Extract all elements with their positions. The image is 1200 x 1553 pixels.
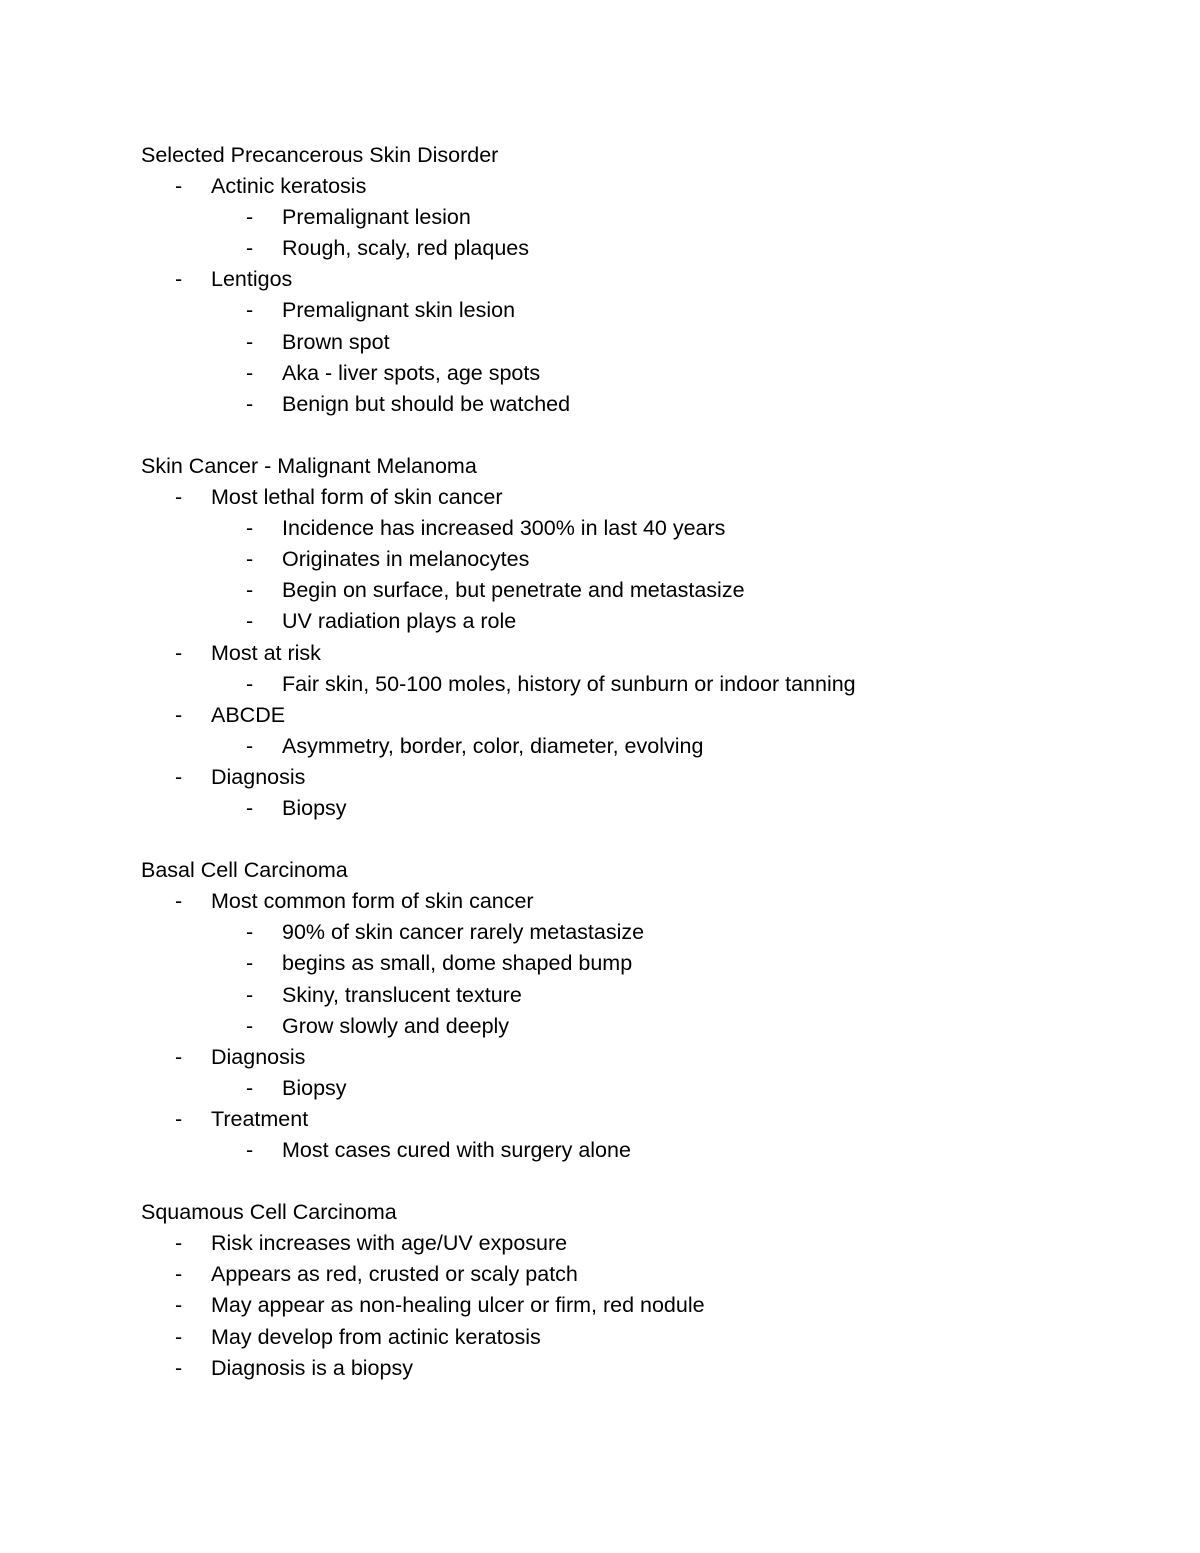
- list-item-text: Treatment: [211, 1106, 309, 1131]
- sub-list-item: [141, 1073, 1101, 1104]
- sub-list-item: [141, 358, 1101, 389]
- bullet-dash: -: [246, 516, 254, 541]
- list-item: [141, 1259, 1101, 1290]
- list-item: [141, 1104, 1101, 1135]
- bullet-dash: -: [175, 889, 183, 914]
- sub-item-text: Biopsy: [282, 795, 347, 820]
- bullet-dash: -: [246, 578, 254, 603]
- bullet-dash: -: [246, 982, 254, 1007]
- sub-list-item: [141, 669, 1101, 700]
- sub-item-text: 90% of skin cancer rarely metastasize: [282, 920, 645, 945]
- section-heading: Basal Cell Carcinoma: [141, 858, 348, 883]
- bullet-dash: -: [175, 267, 183, 292]
- sub-item-text: Benign but should be watched: [282, 391, 571, 416]
- bullet-dash: -: [175, 1106, 183, 1131]
- sub-list-item: [141, 1135, 1101, 1166]
- sub-item-text: Biopsy: [282, 1075, 347, 1100]
- bullet-dash: -: [175, 1324, 183, 1349]
- bullet-dash: -: [246, 298, 254, 323]
- bullet-dash: -: [246, 733, 254, 758]
- bullet-dash: -: [175, 485, 183, 510]
- sub-list-item: [141, 948, 1101, 979]
- section-heading: Squamous Cell Carcinoma: [141, 1200, 397, 1225]
- bullet-dash: -: [246, 1075, 254, 1100]
- bullet-dash: -: [246, 329, 254, 354]
- sub-list-item: [141, 544, 1101, 575]
- list-item-text: Appears as red, crusted or scaly patch: [211, 1262, 578, 1287]
- bullet-dash: -: [246, 205, 254, 230]
- sub-list-item: [141, 202, 1101, 233]
- sub-list-item: [141, 327, 1101, 358]
- list-item: [141, 886, 1101, 917]
- bullet-dash: -: [246, 1013, 254, 1038]
- sub-item-text: Premalignant skin lesion: [282, 298, 516, 323]
- sub-list-item: [141, 606, 1101, 637]
- list-item-text: Most at risk: [211, 640, 321, 665]
- list-item-text: Actinic keratosis: [211, 174, 367, 199]
- bullet-dash: -: [175, 1355, 183, 1380]
- bullet-dash: -: [246, 360, 254, 385]
- section-heading: Selected Precancerous Skin Disorder: [141, 143, 499, 167]
- sub-list-item: [141, 295, 1101, 326]
- bullet-dash: -: [175, 764, 183, 789]
- sub-item-text: Fair skin, 50-100 moles, history of sunburn or indoor tanning: [282, 671, 856, 696]
- list-item-text: Most lethal form of skin cancer: [211, 485, 503, 510]
- bullet-dash: -: [175, 702, 183, 727]
- section-spacer: [141, 1166, 1101, 1197]
- sub-item-text: UV radiation plays a role: [282, 609, 517, 634]
- list-item-text: Diagnosis: [211, 764, 306, 789]
- bullet-dash: -: [175, 640, 183, 665]
- bullet-dash: -: [246, 391, 254, 416]
- bullet-dash: -: [175, 1262, 183, 1287]
- sub-list-item: [141, 793, 1101, 824]
- list-item-text: Diagnosis: [211, 1044, 306, 1069]
- sub-list-item: [141, 389, 1101, 420]
- sub-list-item: [141, 980, 1101, 1011]
- list-item-text: Diagnosis is a biopsy: [211, 1355, 413, 1380]
- sub-list-item: [141, 513, 1101, 544]
- sub-item-text: Originates in melanocytes: [282, 547, 530, 572]
- list-item: [141, 1228, 1101, 1259]
- sub-item-text: Skiny, translucent texture: [282, 982, 522, 1007]
- list-item: [141, 1322, 1101, 1353]
- sub-item-text: Asymmetry, border, color, diameter, evolving: [282, 733, 704, 758]
- list-item: [141, 1290, 1101, 1321]
- list-item-text: Risk increases with age/UV exposure: [211, 1231, 568, 1256]
- bullet-dash: -: [246, 236, 254, 261]
- sub-item-text: Incidence has increased 300% in last 40 years: [282, 516, 726, 541]
- bullet-dash: -: [246, 795, 254, 820]
- list-item: [141, 1042, 1101, 1073]
- list-item: [141, 638, 1101, 669]
- list-item-text: ABCDE: [211, 702, 286, 727]
- sub-list-item: [141, 917, 1101, 948]
- list-item: [141, 482, 1101, 513]
- list-item: [141, 264, 1101, 295]
- list-item: [141, 1353, 1101, 1384]
- bullet-dash: -: [175, 1231, 183, 1256]
- list-item-text: May develop from actinic keratosis: [211, 1324, 541, 1349]
- section-spacer: [141, 824, 1101, 855]
- sub-list-item: [141, 575, 1101, 606]
- list-item-text: Most common form of skin cancer: [211, 889, 534, 914]
- bullet-dash: -: [175, 174, 183, 199]
- list-item: [141, 700, 1101, 731]
- sub-item-text: Grow slowly and deeply: [282, 1013, 510, 1038]
- bullet-dash: -: [175, 1044, 183, 1069]
- bullet-dash: -: [246, 671, 254, 696]
- bullet-dash: -: [246, 920, 254, 945]
- bullet-dash: -: [246, 609, 254, 634]
- sub-item-text: begins as small, dome shaped bump: [282, 951, 633, 976]
- sub-item-text: Aka - liver spots, age spots: [282, 360, 541, 385]
- sub-item-text: Begin on surface, but penetrate and metastasize: [282, 578, 745, 603]
- bullet-dash: -: [246, 547, 254, 572]
- list-item-text: Lentigos: [211, 267, 293, 292]
- sub-list-item: [141, 233, 1101, 264]
- bullet-dash: -: [175, 1293, 183, 1318]
- document-body: [141, 140, 1101, 1384]
- list-item-text: May appear as non-healing ulcer or firm, red nodule: [211, 1293, 705, 1318]
- sub-item-text: Brown spot: [282, 329, 390, 354]
- bullet-dash: -: [246, 1138, 254, 1162]
- sub-list-item: [141, 731, 1101, 762]
- list-item: [141, 762, 1101, 793]
- sub-item-text: Rough, scaly, red plaques: [282, 236, 529, 261]
- bullet-dash: -: [246, 951, 254, 976]
- list-item: [141, 171, 1101, 202]
- section-heading: Skin Cancer - Malignant Melanoma: [141, 453, 477, 478]
- sub-item-text: Most cases cured with surgery alone: [282, 1138, 631, 1162]
- sub-list-item: [141, 1011, 1101, 1042]
- sub-item-text: Premalignant lesion: [282, 205, 471, 230]
- section-spacer: [141, 420, 1101, 451]
